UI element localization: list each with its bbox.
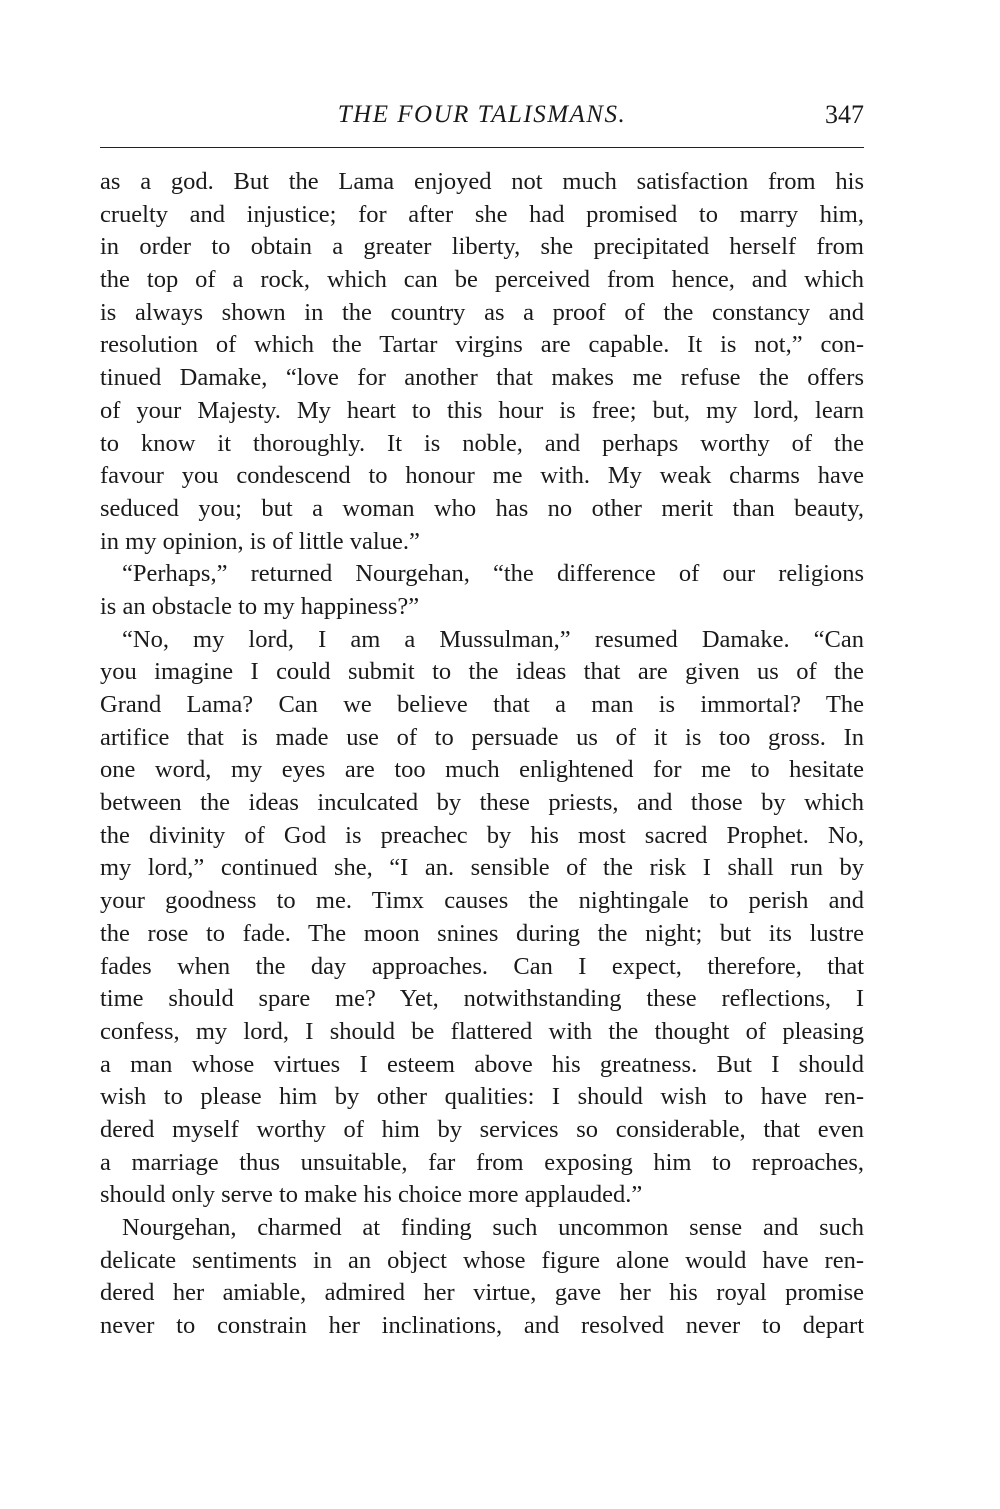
text-line: delicate sentiments in an object whose figure alone would have ren- (100, 1246, 864, 1274)
text-line: one word, my eyes are too much enlightened for me to hesitate (100, 756, 864, 784)
text-line: between the ideas inculcated by these priests, and those by which (100, 789, 864, 817)
text-line: should only serve to make his choice more applauded.” (100, 1181, 643, 1209)
running-title: THE FOUR TALISMANS. (337, 101, 627, 128)
text-line: you imagine I could submit to the ideas that are given us of the (100, 658, 864, 686)
text-line: is always shown in the country as a proof of the constancy and (100, 298, 864, 326)
text-line: resolution of which the Tartar virgins are capable. It is not,” con- (100, 331, 864, 359)
text-line: never to constrain her inclinations, and resolved never to depart (100, 1312, 864, 1340)
page-number: 347 (825, 100, 864, 129)
text-line: cruelty and injustice; for after she had promised to marry him, (100, 200, 864, 228)
text-line: seduced you; but a woman who has no other merit than beauty, (100, 494, 864, 522)
text-line: in my opinion, is of little value.” (100, 527, 420, 555)
text-line: wish to please him by other qualities: I should wish to have ren- (100, 1083, 864, 1111)
text-line: dered myself worthy of him by services so considerable, that even (100, 1115, 864, 1143)
text-line: in order to obtain a greater liberty, she precipitated herself from (100, 233, 864, 261)
text-line: to know it thoroughly. It is noble, and perhaps worthy of the (100, 429, 864, 457)
header-rule (100, 147, 864, 148)
text-line: artifice that is made use of to persuade us of it is too gross. In (100, 723, 864, 751)
body-text (100, 166, 864, 1343)
text-line: time should spare me? Yet, notwithstanding these reflections, I (100, 985, 864, 1013)
text-line: Grand Lama? Can we believe that a man is immortal? The (100, 691, 864, 718)
text-line: “Perhaps,” returned Nourgehan, “the difference of our religions (122, 560, 864, 588)
text-line: dered her amiable, admired her virtue, gave her his royal promise (100, 1279, 864, 1307)
text-line: of your Majesty. My heart to this hour is free; but, my lord, learn (100, 396, 864, 424)
text-line: the rose to fade. The moon snines during the night; but its lustre (100, 919, 864, 947)
text-line: favour you condescend to honour me with. My weak charms have (100, 462, 864, 490)
text-line: Nourgehan, charmed at finding such uncommon sense and such (122, 1214, 864, 1241)
text-line: “No, my lord, I am a Mussulman,” resumed Damake. “Can (122, 625, 864, 653)
text-line: fades when the day approaches. Can I expect, therefore, that (100, 952, 864, 980)
text-line: a marriage thus unsuitable, far from exposing him to reproaches, (100, 1148, 864, 1176)
text-line: confess, my lord, I should be flattered with the thought of pleasing (100, 1017, 864, 1045)
text-line: the divinity of God is preachec by his most sacred Prophet. No, (100, 821, 864, 849)
text-line: as a god. But the Lama enjoyed not much satisfaction from his (100, 168, 864, 195)
text-line: a man whose virtues I esteem above his greatness. But I should (100, 1050, 864, 1078)
running-head (100, 100, 864, 140)
text-line: my lord,” continued she, “I an. sensible of the risk I shall run by (100, 854, 864, 882)
text-line: tinued Damake, “love for another that makes me refuse the offers (100, 364, 864, 392)
text-line: the top of a rock, which can be perceived from hence, and which (100, 266, 864, 294)
text-line: your goodness to me. Timx causes the nightingale to perish and (100, 887, 864, 915)
text-line: is an obstacle to my happiness?” (100, 592, 420, 620)
